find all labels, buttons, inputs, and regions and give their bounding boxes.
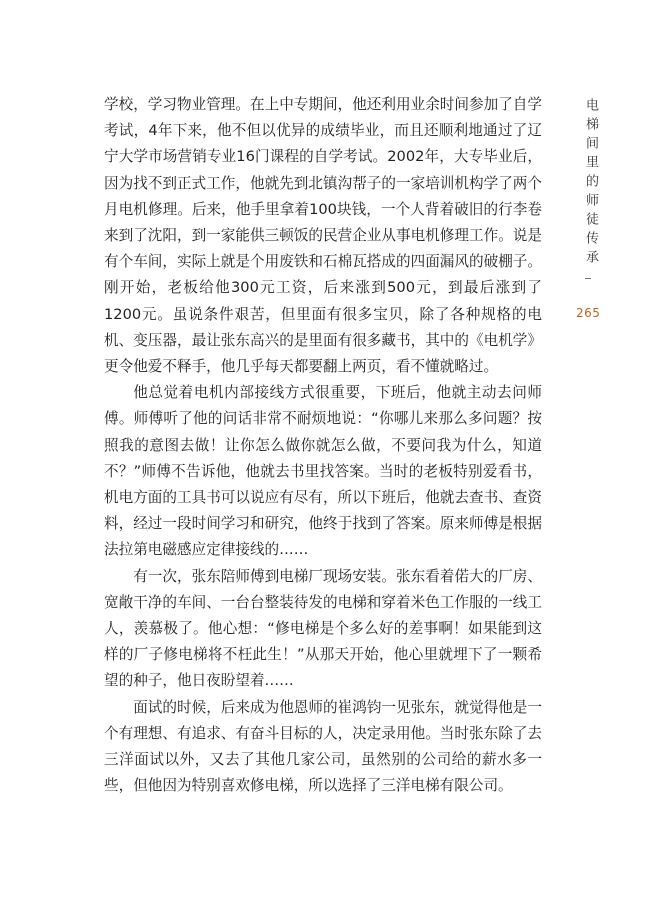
paragraph: 他总觉着电机内部接线方式很重要，下班后，他就主动去问师傅。师傅听了他的问话非常不耐烦地说：“你哪儿来那么多问题？按照我的意图去做！让你怎么做你就怎么做，不要问我为什么，知道不？”师傅不告诉他，他就去书里找答案。当时的老板特别爱看书，机电方面的工具书可以说应有尽有，所以下班后，他就去查书、查资料，经过一段时间学习和研究，他终于找到了答案。原来师傅是根据法拉第电磁感应定律接线的…… <box>104 384 542 559</box>
running-title: 电梯间里的师徒传承 <box>583 98 598 269</box>
paragraph: 有一次，张东陪师傅到电梯厂现场安装。张东看着偌大的厂房、宽敞干净的车间、一台台整装待发的电梯和穿着米色工作服的一线工人，羡慕极了。他心想：“修电梯是个多么好的差事啊！如果能到这样的厂子修电梯将不枉此生！”从那天开始，他心里就埋下了一颗希望的种子，他日夜盼望着…… <box>104 567 542 690</box>
page-body <box>104 92 542 799</box>
divider <box>585 278 591 279</box>
page-number: 265 <box>576 306 601 320</box>
paragraph: 面试的时候，后来成为他恩师的崔鸿钧一见张东，就觉得他是一个有理想、有追求、有奋斗目标的人，决定录用他。当时张东除了去三洋面试以外，又去了其他几家公司，虽然别的公司给的薪水多一些，但他因为特别喜欢修电梯，所以选择了三洋电梯有限公司。 <box>104 698 542 795</box>
paragraph: 学校，学习物业管理。在上中专期间，他还利用业余时间参加了自学考试，4年下来，他不但以优异的成绩毕业，而且还顺利地通过了辽宁大学市场营销专业16门课程的自学考试。2002年，大专毕业后，因为找不到正式工作，他就先到北镇沟帮子的一家培训机构学了两个月电机修理。后来，他手里拿着100块钱，一个人背着破旧的行李卷来到了沈阳，到一家能供三顿饭的民营企业从事电机修理工作。说是有个车间，实际上就是个用废铁和石棉瓦搭成的四面漏风的破棚子。刚开始，老板给他300元工资，后来涨到500元，到最后涨到了1200元。虽说条件艰苦，但里面有很多宝贝，除了各种规格的电机、变压器，最让张东高兴的是里面有很多藏书，其中的《电机学》更令他爱不释手，他几乎每天都要翻上两页，看不懂就略过。 <box>104 96 542 376</box>
